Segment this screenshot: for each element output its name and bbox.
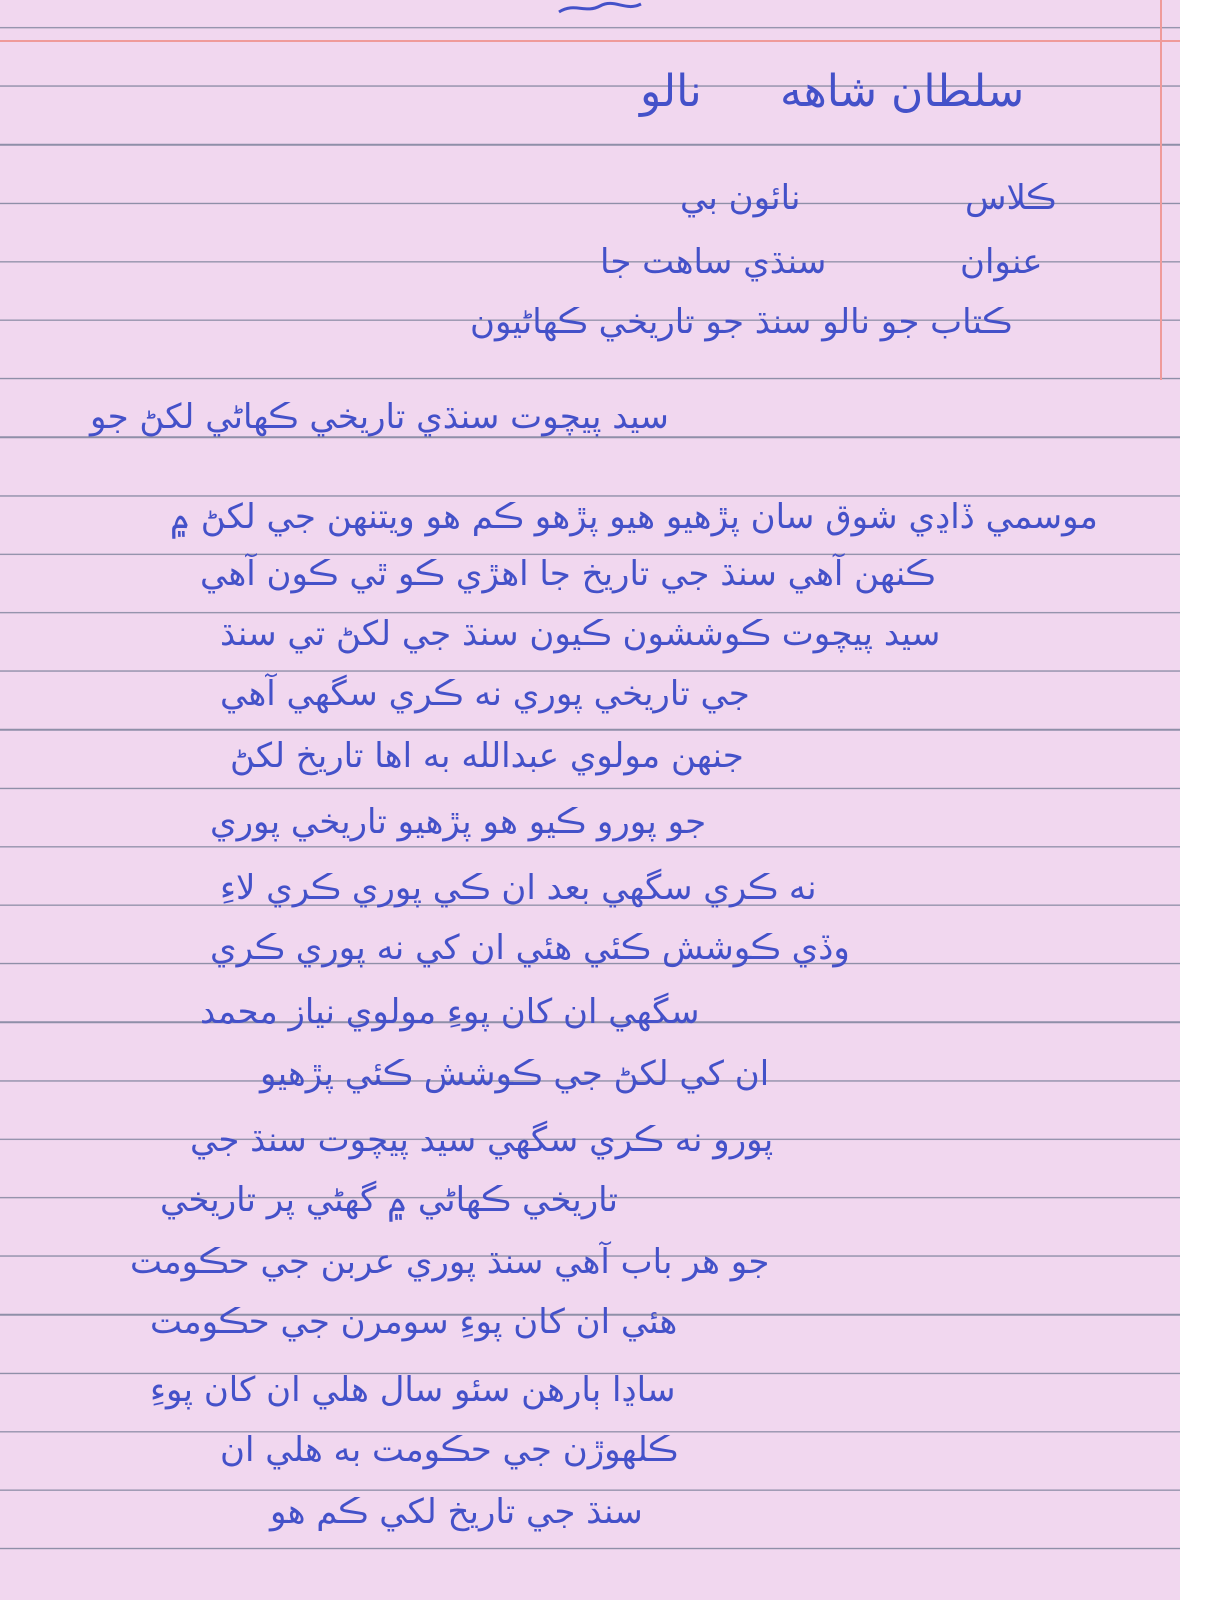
essay-line: ڪلهوڙن جي حڪومت به هلي ان bbox=[220, 1430, 679, 1470]
essay-line: تاريخي ڪهاڻي ۾ گهڻي پر تاريخي bbox=[160, 1180, 618, 1220]
class-value: نائون بي bbox=[680, 178, 801, 218]
essay-line: سيد پيچوت ڪوششون ڪيون سنڌ جي لکڻ تي سنڌ bbox=[220, 614, 941, 654]
name-label: نالو bbox=[640, 66, 702, 117]
essay-line: جو هر باب آهي سنڌ پوري عربن جي حڪومت bbox=[130, 1242, 770, 1282]
essay-line: هئي ان کان پوءِ سومرن جي حڪومت bbox=[150, 1302, 678, 1342]
essay-line: ساڍا ٻارهن سئو سال هلي ان کان پوءِ bbox=[150, 1370, 676, 1410]
side-margin-line bbox=[1160, 0, 1162, 380]
top-margin-line bbox=[0, 40, 1180, 42]
essay-line: وڏي ڪوشش ڪئي هئي ان کي نه پوري ڪري bbox=[210, 928, 850, 968]
essay-line: پورو نه ڪري سگهي سيد پيچوت سنڌ جي bbox=[190, 1120, 774, 1160]
essay-line: نه ڪري سگهي بعد ان ڪي پوري ڪري لاءِ bbox=[220, 868, 817, 908]
name-value: سلطان شاهه bbox=[780, 66, 1025, 117]
book-title: ڪتاب جو نالو سنڌ جو تاريخي ڪهاڻيون bbox=[470, 302, 1013, 342]
topic-label: عنوان bbox=[960, 242, 1043, 282]
class-label: ڪلاس bbox=[965, 178, 1057, 218]
scan-margin bbox=[1180, 0, 1229, 1600]
essay-line: ان کي لکڻ جي ڪوشش ڪئي پڙهيو bbox=[260, 1054, 770, 1094]
essay-line: سگهي ان کان پوءِ مولوي نياز محمد bbox=[200, 992, 700, 1032]
essay-line: جنهن مولوي عبدالله به اها تاريخ لکڻ bbox=[230, 736, 744, 776]
essay-line: سنڌ جي تاريخ لکي ڪم هو bbox=[270, 1492, 643, 1532]
scribble-mark bbox=[555, 0, 645, 16]
essay-line: جو پورو ڪيو هو پڙهيو تاريخي پوري bbox=[210, 802, 707, 842]
essay-line: ڪنهن آهي سنڌ جي تاريخ جا اهڙي ڪو ٿي ڪون آهي bbox=[200, 554, 936, 594]
essay-line: موسمي ڏاڍي شوق سان پڙهيو هيو پڙهو ڪم هو ويتنهن جي لکڻ ۾ bbox=[170, 497, 1098, 537]
essay-title: سيد پيچوت سنڌي تاريخي ڪهاڻي لکڻ جو bbox=[90, 397, 669, 437]
essay-line: جي تاريخي پوري نه ڪري سگهي آهي bbox=[220, 674, 750, 714]
topic-value: سنڌي ساهت جا bbox=[600, 242, 827, 282]
